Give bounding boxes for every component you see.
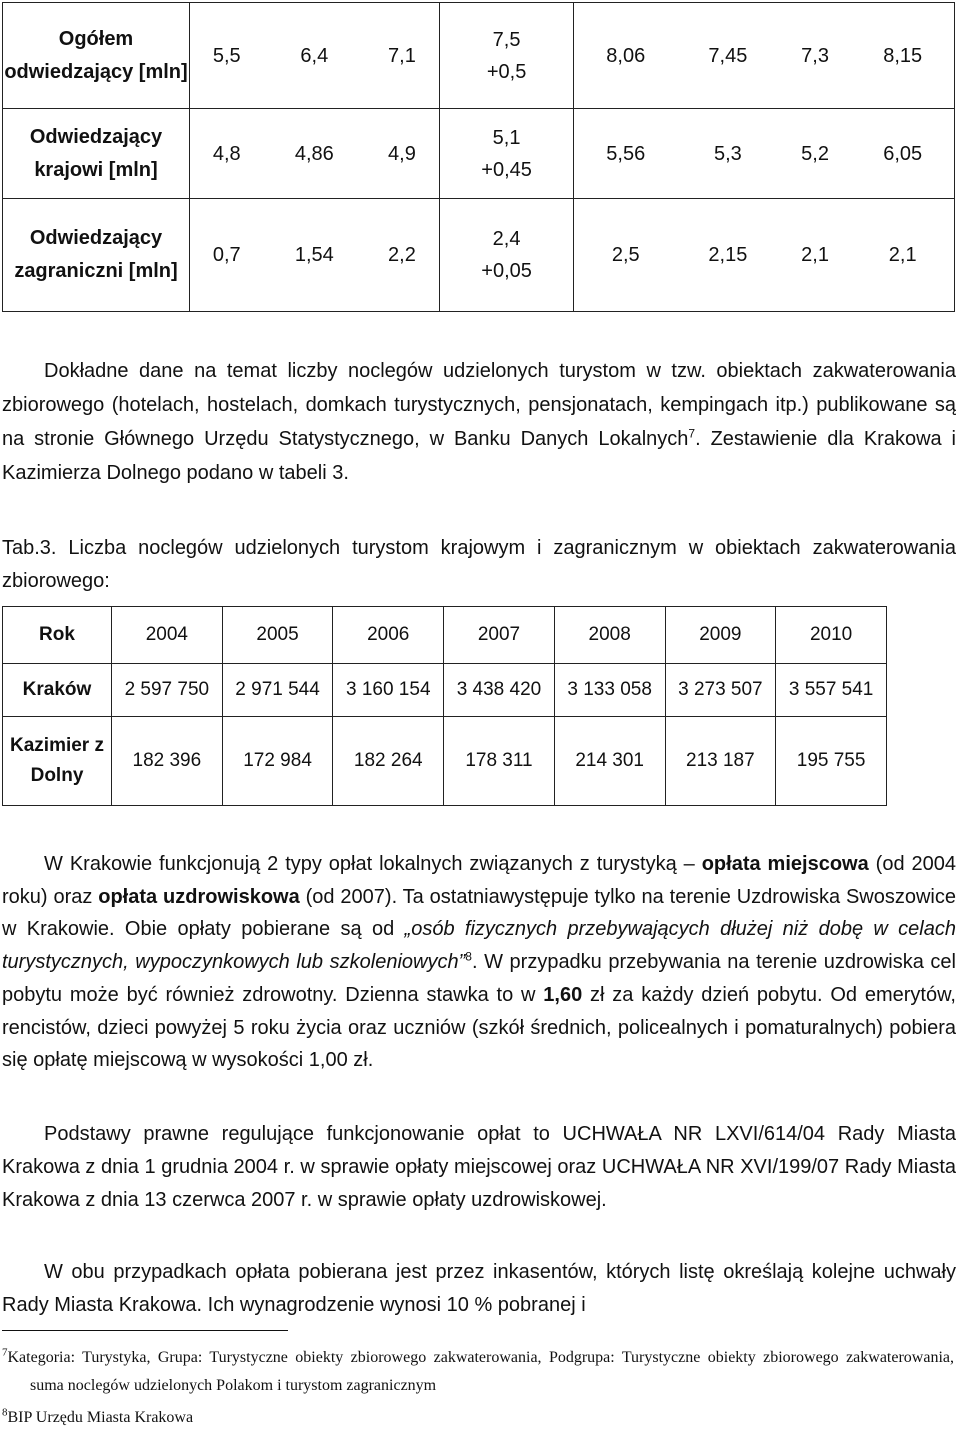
- italic-quote: „osób fizycznych przebywających dłużej niż dobę w celach turystycznych, wypoczynkowych lub szkoleniowych”: [2, 918, 956, 974]
- table-cell: 7,3: [779, 3, 852, 109]
- paragraph-text: Podstawy prawne regulujące funkcjonowanie opłat to UCHWAŁA NR LXVI/614/04 Rady Miasta Krakowa z dnia 1 grudnia 2004 r. w sprawie opłaty miejscowej oraz UCHWAŁA NR XVI/199/07 Rady Miasta Krakowa z dnia 13 czerwca 2007 r. w sprawie opłaty uzdrowiskowej.: [2, 1123, 956, 1211]
- bold-term: opłata uzdrowiskowa: [98, 885, 300, 908]
- footnote-number: 7: [2, 1346, 8, 1359]
- table-cell: 4,8: [190, 109, 264, 199]
- table-cell: 2 597 750: [112, 664, 223, 717]
- table-cell: 2,5: [574, 199, 677, 312]
- table-row: [3, 717, 887, 806]
- table-cell: 3 438 420: [444, 664, 555, 717]
- table-cell: 5,56: [574, 109, 677, 199]
- table-cell: 3 557 541: [776, 664, 887, 717]
- paragraph-text: W Krakowie funkcjonują 2 typy opłat lokalnych związanych z turystyką –: [44, 853, 702, 875]
- paragraph-overnight-data: [2, 354, 956, 490]
- table-cell: 2,2: [365, 199, 439, 312]
- table-cell: 3 133 058: [554, 664, 665, 717]
- paragraph-text: (od 2004 roku) oraz: [2, 853, 956, 908]
- cell-line: +0,45: [481, 158, 532, 181]
- table-cell: 7,1: [365, 3, 439, 109]
- table-cell: 7,45: [677, 3, 779, 109]
- table-cell: 2,15: [677, 199, 779, 312]
- overnight-stays-table: [2, 606, 887, 806]
- cell-line: +0,5: [486, 60, 527, 83]
- cell-line: +0,05: [481, 260, 532, 282]
- table-cell: 4,86: [263, 109, 365, 199]
- paragraph-text: . Zestawienie dla Krakowa i Kazimierza Dolnego podano w tabeli 3.: [2, 428, 957, 484]
- table-cell: 6,05: [851, 109, 954, 199]
- table-cell: 213 187: [665, 717, 776, 806]
- table-cell: 5,3: [677, 109, 779, 199]
- table-cell: 6,4: [263, 3, 365, 109]
- table-cell: 214 301: [554, 717, 665, 806]
- paragraph-text: . W przypadku przebywania na terenie uzdrowiska cel pobytu może być również zdrowotny. Dzienna stawka to w: [2, 951, 956, 1006]
- table-row: [3, 3, 955, 109]
- paragraph-collectors: [2, 1256, 956, 1322]
- table-cell: [439, 109, 574, 199]
- table-cell: 182 264: [333, 717, 444, 806]
- table-cell: 195 755: [776, 717, 887, 806]
- row-label: Odwiedzający zagraniczni [mln]: [3, 199, 190, 312]
- visitors-table: [2, 2, 955, 312]
- table-cell: 178 311: [444, 717, 555, 806]
- paragraph-text: Dokładne dane na temat liczby noclegów udzielonych turystom w tzw. obiektach zakwaterowania zbiorowego (hotelach, hostelach, domkach turystycznych, pensjonatach, kempingach itp.) publikowane są na stronie Głównego Urzędu Statystycznego, w Banku Danych Lokalnych: [2, 360, 956, 450]
- year-header: 2008: [554, 607, 665, 664]
- cell-line: 2,4: [492, 228, 521, 250]
- year-header: 2006: [333, 607, 444, 664]
- table-caption: Tab.3. Liczba noclegów udzielonych turystom krajowym i zagranicznym w obiektach zakwaterowania zbiorowego:: [2, 537, 956, 592]
- row-label: Kraków: [3, 664, 112, 717]
- footnote-text: Kategoria: Turystyka, Grupa: Turystyczne obiekty zbiorowego zakwaterowania, Podgrupa: Turystyczne obiekty zbiorowego zakwaterowania, suma noclegów udzielonych Polakom i turystom zagranicznym: [7, 1349, 954, 1394]
- table-cell: 8,06: [574, 3, 677, 109]
- table-cell: 4,9: [365, 109, 439, 199]
- table-cell: 2 971 544: [222, 664, 333, 717]
- footnote-8: [2, 1404, 954, 1432]
- row-label: Odwiedzający krajowi [mln]: [3, 109, 190, 199]
- year-header: 2004: [112, 607, 223, 664]
- table-cell: 5,5: [190, 3, 264, 109]
- footnote-number: 8: [2, 1406, 8, 1419]
- table-cell: 172 984: [222, 717, 333, 806]
- table-cell: 0,7: [190, 199, 264, 312]
- year-header: 2009: [665, 607, 776, 664]
- bold-term: opłata miejscowa: [701, 853, 869, 875]
- footnote-separator: [2, 1330, 288, 1331]
- footnote-7: [2, 1344, 954, 1400]
- paragraph-local-fees: [2, 848, 956, 1077]
- table-cell: 3 273 507: [665, 664, 776, 717]
- row-label: Ogółem odwiedzający [mln]: [3, 3, 190, 109]
- table-cell: [439, 3, 574, 109]
- cell-line: 5,1: [492, 126, 521, 149]
- year-header: 2005: [222, 607, 333, 664]
- row-label: Kazimier z Dolny: [3, 717, 112, 806]
- table-cell: 8,15: [851, 3, 954, 109]
- header-label: Rok: [3, 607, 112, 664]
- table-header-row: [3, 607, 887, 664]
- footnote-ref: 8: [465, 949, 472, 964]
- year-header: 2007: [444, 607, 555, 664]
- paragraph-text: W obu przypadkach opłata pobierana jest przez inkasentów, których listę określają kolejne uchwały Rady Miasta Krakowa. Ich wynagrodzenie wynosi 10 % pobranej i: [2, 1261, 956, 1316]
- table-cell: 1,54: [263, 199, 365, 312]
- table-row: [3, 109, 955, 199]
- cell-line: 7,5: [492, 28, 521, 51]
- table-cell: 3 160 154: [333, 664, 444, 717]
- table-row: [3, 199, 955, 312]
- table-cell: [439, 199, 574, 312]
- table-cell: 2,1: [779, 199, 852, 312]
- footnote-text: BIP Urzędu Miasta Krakowa: [7, 1409, 194, 1426]
- paragraph-text: (od 2007). Ta ostatniawystępuje tylko na terenie Uzdrowiska Swoszowice w Krakowie. Obie opłaty pobierane są od: [2, 885, 956, 941]
- table-cell: 182 396: [112, 717, 223, 806]
- paragraph-text: zł za każdy dzień pobytu. Od emerytów, rencistów, dzieci powyżej 5 roku życia oraz uczniów (szkół średnich, policealnych i pomaturalnych) pobiera się opłatę miejscową w wysokości 1,00 zł.: [2, 983, 956, 1072]
- table-cell: 2,1: [851, 199, 954, 312]
- table-cell: 5,2: [779, 109, 852, 199]
- paragraph-legal-basis: [2, 1118, 956, 1217]
- footnote-ref: 7: [688, 426, 696, 441]
- bold-term: 1,60: [543, 983, 583, 1006]
- table-row: [3, 664, 887, 717]
- year-header: 2010: [776, 607, 887, 664]
